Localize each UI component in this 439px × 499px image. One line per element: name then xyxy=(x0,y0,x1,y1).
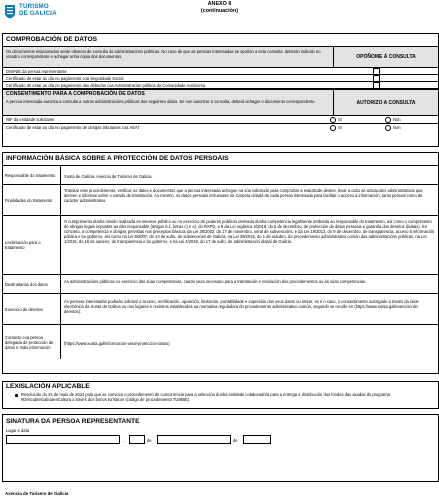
month-input[interactable] xyxy=(157,435,231,444)
row-label: Exercicio de dereitos xyxy=(3,294,61,324)
comma-separator: , xyxy=(123,438,125,443)
legislation-text: Resolución do 31 de maio de 2024 pola que se convoca o procedemento de concorrencia para a selección dunha entidade colaboradora para a entrega e distribución dos fondos das axudas do programa #DescubreGaliciaenCultura a través dos bonos turísticos (código de procedemento TU985E). xyxy=(21,392,390,402)
row-value: As administracións públicas no exercicio das súas competencias, cando sexa necesario para a tramitación e resolución dos procedementos ou ás súas competencias. xyxy=(64,279,367,284)
data-protection-section xyxy=(2,152,439,374)
yes-label: SI xyxy=(338,117,342,122)
de-separator: de xyxy=(233,438,238,443)
annex-title: ANEXO II xyxy=(207,1,232,7)
yes-label: SI xyxy=(338,125,342,130)
no-label: Non xyxy=(393,125,401,130)
row-label: Finalidades do tratamento xyxy=(3,185,61,215)
logo-line-2: DE GALICIA xyxy=(19,10,57,17)
de-separator: de xyxy=(147,438,152,443)
row-value: Tramitar este procedemento, verificar os datos e documentos que a persoa interesada achegue na súa solicitude para comprobar a exactitude destes, levar a cabo as actuacións administrativas que deriven e informar sobre o estado de tramitación. Ao mesmo, os datos persoais incluenase na Carpeta cidadá de cada persoa interesada para facilitar o acceso á información, tanto persoal como de carácter administrativo. xyxy=(64,188,423,203)
protection-row xyxy=(3,216,438,275)
data-check-row xyxy=(3,75,438,82)
legislation-section xyxy=(2,381,439,409)
row-label: Lexitimación para o tratamento xyxy=(3,216,61,274)
bullet-icon xyxy=(15,394,18,397)
no-radio[interactable] xyxy=(385,117,391,123)
legislation-title: LEXISLACIÓN APLICABLE xyxy=(6,383,90,390)
protection-row xyxy=(3,275,438,294)
no-radio[interactable] xyxy=(385,125,391,131)
row-value: (https://www.xunta.gal/informacion-xeral-proteccion-datos) xyxy=(64,341,170,346)
oppose-checkbox[interactable] xyxy=(373,82,380,89)
consent-row xyxy=(3,116,438,124)
yes-radio[interactable] xyxy=(330,125,336,131)
row-label: DNI/NIE da persoa representante xyxy=(6,68,67,74)
row-label: Responsable do tratamento xyxy=(3,166,61,184)
authorize-header: AUTORIZO A CONSULTA xyxy=(333,90,438,115)
protection-row xyxy=(3,325,438,359)
logo-line-1: TURISMO xyxy=(19,3,49,10)
row-label: Certificado de estar ao día no pagamento das débedas coa Administración pública da Comunidade Autónoma xyxy=(6,82,206,88)
consent-intro: A persoa interesada autoriza a consulta a outras administracións públicas dos seguintes datos. Se non autorizar a consulta, deberá achegar o documento correspondente. xyxy=(6,99,316,104)
data-check-header xyxy=(3,46,438,68)
row-value: O cumprimento dunha misión realizada en interese público ou no exercicio de poderes públicos derivada dunha competencia legalmente atribuída ao responsable do tratamento, así como o cumprimento de obrigas legais impostas ao dito responsable (artigos 6.1, letras c) e e), do RXPD, e 8 da Lei orgánica 3/2018, do 5 de decembro, de protección de datos persoais e garantía dos dereitos dixitais). En concreto, a competencia e obrigas previstas nos preceptos básicos da Lei 38/2003, do 17 de novembro, xeral de subvencións, e da Lei 19/2013, do 9 de decembro, de transparencia, acceso á información pública e bo goberno, así como na Lei 9/2007, do 13 de xuño, de subvencións de Galicia, na Lei 39/2015, do 1 de outubro, do procedemento administrativo común das administracións públicas, na Lei 1/2016, do 18 de xaneiro, de transparencia e bo goberno, e na Lei 4/2019, do 17 de xullo, de administración dixital de Galicia. xyxy=(64,219,435,244)
oppose-checkbox[interactable] xyxy=(373,75,380,82)
annex-subtitle: (continuación) xyxy=(200,8,239,14)
row-value: As persoas interesadas poderán solicitar o acceso, rectificación, oposición, limitación, portabilidade e supresión dos seus datos ou retirar, se é o caso, o consentimento outorgado a través da sede electrónica da Xunta de Galicia ou nos lugares e rexistros establecidos na normativa reguladora do procedemento administrativo común, segundo se recolle en (https://www.xunta.gal/exercicio-de-dereitos). xyxy=(64,299,419,314)
protection-row xyxy=(3,294,438,325)
oppose-checkbox[interactable] xyxy=(373,68,380,75)
protection-row xyxy=(3,185,438,216)
row-label: Certificado de estar ao día no pagamento coa Seguridade Social xyxy=(6,75,124,81)
row-label: Destinatarias dos datos xyxy=(3,275,61,293)
signature-title: SINATURA DA PERSOA REPRESENTANTE xyxy=(6,418,140,425)
data-check-row xyxy=(3,82,438,89)
row-label: NIF da entidade solicitante xyxy=(6,117,55,122)
row-value: Xunta de Galicia. Axencia de Turismo de Galicia. xyxy=(64,174,153,179)
row-label: Certificado de estar ao día no pagamento de obrigas tributarias coa AEAT xyxy=(6,125,140,130)
protection-row xyxy=(3,166,438,185)
no-label: Non xyxy=(393,117,401,122)
place-date-label: Lugar e data xyxy=(6,428,29,433)
consent-row xyxy=(3,124,438,131)
footer-agency: Axencia de Turismo de Galicia xyxy=(5,491,69,496)
data-check-title: COMPROBACIÓN DE DATOS xyxy=(6,36,97,43)
consent-title: CONSENTIMENTO PARA A COMPROBACIÓN DE DATOS xyxy=(6,91,145,97)
yes-radio[interactable] xyxy=(330,117,336,123)
data-check-section xyxy=(2,33,439,147)
data-check-intro: Os documentos relacionados serán obxecto de consulta ás administracións públicas. No caso de que as persoas interesadas se opoñan a esta consulta, deberán indicalo no recadro correspondente e achegar unha copia dos documentos. xyxy=(6,49,321,59)
place-input[interactable] xyxy=(6,435,120,444)
data-protection-title: INFORMACIÓN BÁSICA SOBRE A PROTECCIÓN DE DATOS PERSOAIS xyxy=(3,153,438,166)
annex-heading xyxy=(0,1,439,15)
year-input[interactable] xyxy=(243,435,271,444)
data-check-row xyxy=(3,68,438,75)
oppose-header: OPÓÑOME Á CONSULTA xyxy=(333,47,438,67)
signature-section xyxy=(2,414,439,482)
row-label: Contacto coa persoa delegada de protección de datos e máis información xyxy=(3,325,61,359)
day-input[interactable] xyxy=(129,435,145,444)
consent-header xyxy=(3,89,438,116)
